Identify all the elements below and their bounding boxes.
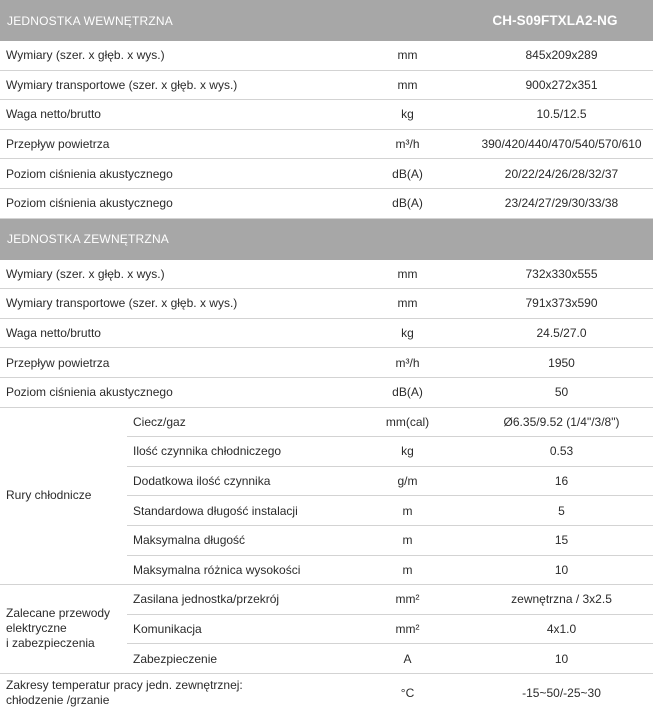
outdoor-row [0, 318, 653, 348]
temperature-value: -15~50/-25~30 [522, 685, 601, 700]
indoor-row [0, 70, 653, 100]
row-unit: g/m [345, 466, 470, 496]
row-value: 24.5/27.0 [470, 318, 653, 348]
wiring-row [0, 585, 653, 615]
outdoor-row [0, 377, 653, 407]
row-unit: dB(A) [345, 377, 470, 407]
row-value: 732x330x555 [470, 260, 653, 289]
row-value: 16 [470, 466, 653, 496]
row-label: Wymiary (szer. x głęb. x wys.) [0, 260, 345, 289]
row-unit: m³/h [345, 129, 470, 159]
row-value: 20/22/24/26/28/32/37 [470, 159, 653, 189]
row-unit: mm² [345, 614, 470, 644]
wiring-group-label [0, 585, 127, 674]
piping-group-label: Rury chłodnicze [0, 407, 127, 585]
row-label: Maksymalna długość [127, 525, 345, 555]
row-value: 900x272x351 [470, 70, 653, 100]
row-label: Wymiary (szer. x głęb. x wys.) [0, 41, 345, 70]
row-label: Dodatkowa ilość czynnika [127, 466, 345, 496]
temperature-unit: °C [400, 685, 415, 700]
row-unit: m [345, 496, 470, 526]
indoor-row [0, 100, 653, 130]
row-unit: mm [345, 41, 470, 70]
row-unit: kg [345, 437, 470, 467]
row-label: Poziom ciśnienia akustycznego [0, 188, 345, 218]
row-label: Wymiary transportowe (szer. x głęb. x wys.) [0, 289, 345, 319]
row-value: 4x1.0 [470, 614, 653, 644]
indoor-section-header [0, 0, 653, 41]
row-value: 390/420/440/470/540/570/610 [470, 129, 653, 159]
outdoor-row [0, 289, 653, 319]
temperature-label-line: chłodzenie /grzanie [6, 693, 110, 708]
row-label: Standardowa długość instalacji [127, 496, 345, 526]
row-value: 10.5/12.5 [470, 100, 653, 130]
row-label: Przepływ powietrza [0, 348, 345, 378]
row-label: Poziom ciśnienia akustycznego [0, 377, 345, 407]
row-value: 791x373x590 [470, 289, 653, 319]
outdoor-row [0, 260, 653, 289]
row-unit: mm² [345, 585, 470, 615]
row-label: Wymiary transportowe (szer. x głęb. x wys.) [0, 70, 345, 100]
indoor-row [0, 41, 653, 70]
row-label: Maksymalna różnica wysokości [127, 555, 345, 585]
row-value: 1950 [470, 348, 653, 378]
row-value: 15 [470, 525, 653, 555]
indoor-section-title: JEDNOSTKA WEWNĘTRZNA [0, 0, 470, 41]
row-label: Komunikacja [127, 614, 345, 644]
row-unit: kg [345, 100, 470, 130]
row-unit: m [345, 555, 470, 585]
row-value: 0.53 [470, 437, 653, 467]
row-unit: A [345, 644, 470, 674]
piping-row [0, 407, 653, 437]
row-value: 10 [470, 644, 653, 674]
row-value: 23/24/27/29/30/33/38 [470, 188, 653, 218]
outdoor-section-title: JEDNOSTKA ZEWNĘTRZNA [0, 218, 653, 260]
outdoor-row [0, 348, 653, 378]
row-value: 845x209x289 [470, 41, 653, 70]
row-unit: mm [345, 70, 470, 100]
row-label: Zasilana jednostka/przekrój [127, 585, 345, 615]
wiring-group-label-line: Zalecane przewody [6, 606, 111, 621]
wiring-group-label-line: elektryczne [6, 621, 67, 636]
wiring-group-label-line: i zabezpieczenia [6, 636, 95, 651]
row-label: Poziom ciśnienia akustycznego [0, 159, 345, 189]
row-unit: m [345, 525, 470, 555]
model-name: CH-S09FTXLA2-NG [470, 0, 653, 41]
temperature-label-line: Zakresy temperatur pracy jedn. zewnętrznej: [6, 678, 243, 693]
row-label: Waga netto/brutto [0, 100, 345, 130]
row-unit: dB(A) [345, 159, 470, 189]
row-unit: mm(cal) [345, 407, 470, 437]
row-unit: mm [345, 289, 470, 319]
row-label: Przepływ powietrza [0, 129, 345, 159]
row-label: Ilość czynnika chłodniczego [127, 437, 345, 467]
row-label: Waga netto/brutto [0, 318, 345, 348]
row-value: Ø6.35/9.52 (1/4"/3/8") [470, 407, 653, 437]
row-value: 5 [470, 496, 653, 526]
row-unit: dB(A) [345, 188, 470, 218]
temperature-row [0, 673, 653, 713]
row-value: 10 [470, 555, 653, 585]
row-value: zewnętrzna / 3x2.5 [470, 585, 653, 615]
indoor-row [0, 188, 653, 218]
row-label: Ciecz/gaz [127, 407, 345, 437]
row-label: Zabezpieczenie [127, 644, 345, 674]
temperature-label [0, 673, 345, 713]
outdoor-section-header [0, 218, 653, 260]
row-value: 50 [470, 377, 653, 407]
row-unit: kg [345, 318, 470, 348]
row-unit: mm [345, 260, 470, 289]
indoor-row [0, 129, 653, 159]
row-unit: m³/h [345, 348, 470, 378]
indoor-row [0, 159, 653, 189]
